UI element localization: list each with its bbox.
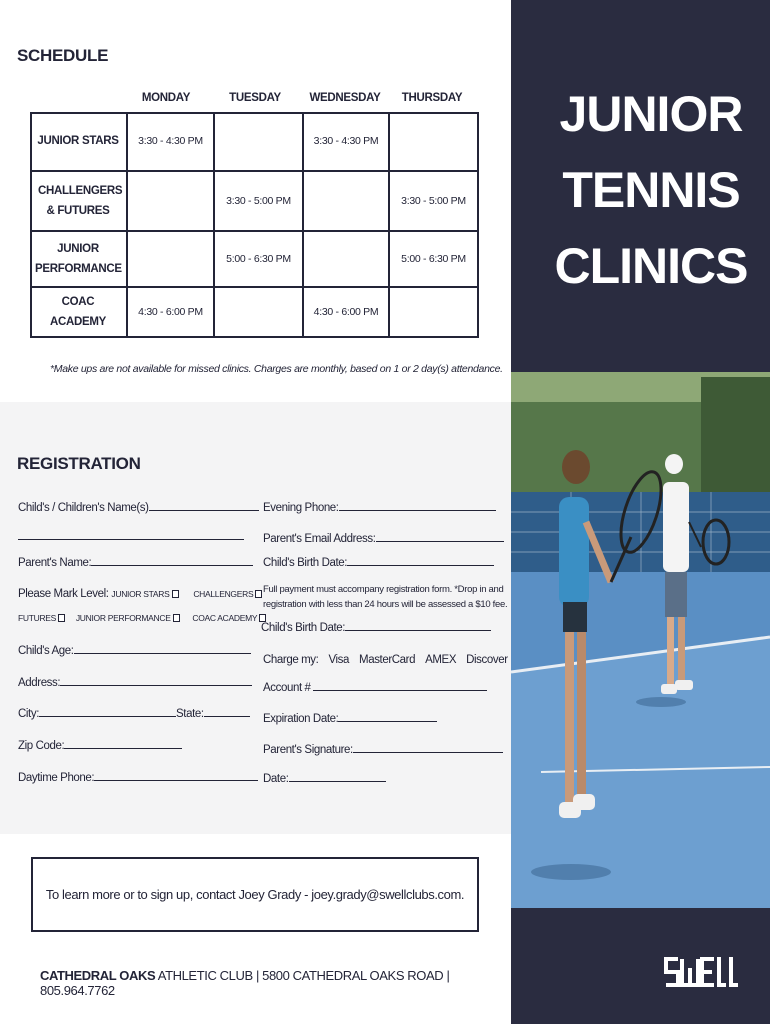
schedule-cell [128, 172, 215, 232]
schedule-cell [304, 172, 390, 232]
hero-title-line: JUNIOR [559, 86, 743, 142]
child-age-field[interactable] [18, 644, 251, 657]
day-header-tuesday: TUESDAY [229, 92, 281, 104]
parent-email-label: Parent's Email Address: [263, 533, 376, 545]
date-label: Date: [263, 773, 289, 785]
club-name-bold: CATHEDRAL OAKS [40, 968, 156, 983]
schedule-cell: 3:30 - 4:30 PM [304, 112, 390, 172]
level-option-label: CHALLENGERS [193, 589, 254, 599]
hero-title [551, 76, 751, 304]
schedule-cell: 5:00 - 6:30 PM [390, 232, 479, 288]
hero-title-line: TENNIS [562, 162, 740, 218]
schedule-section [0, 0, 511, 402]
junior-stars-checkbox[interactable] [172, 590, 179, 598]
day-header-thursday: THURSDAY [401, 92, 463, 104]
club-address: ATHLETIC CLUB | 5800 CATHEDRAL OAKS ROAD | 805.964.7762 [40, 968, 450, 998]
card-option-amex[interactable]: AMEX [425, 654, 457, 666]
address-label: Address: [18, 677, 61, 689]
registration-section [0, 402, 511, 834]
card-option-discover[interactable]: Discover [466, 654, 508, 666]
zip-label: Zip Code: [18, 740, 65, 752]
parent-signature-label: Parent's Signature: [263, 744, 353, 756]
child-birth-date-label: Child's Birth Date: [261, 622, 346, 634]
schedule-cell: 3:30 - 4:30 PM [128, 112, 215, 172]
state-label: State: [176, 708, 204, 720]
level-option-label: JUNIOR PERFORMANCE [75, 613, 171, 623]
schedule-note: *Make ups are not available for missed clinics. Charges are monthly, based on 1 or 2 day(s) attendance. [50, 363, 503, 375]
row-label [30, 172, 128, 232]
registration-title: REGISTRATION [17, 454, 141, 473]
parent-email-field[interactable] [263, 532, 504, 545]
city-state-field[interactable] [18, 707, 250, 720]
footer-address [40, 968, 511, 998]
row-label: JUNIOR STARS [30, 112, 128, 172]
row-label-text: JUNIOR PERFORMANCE [35, 243, 122, 275]
level-select-line2 [18, 612, 266, 624]
card-option-mastercard[interactable]: MasterCard [359, 654, 416, 666]
schedule-cell: 4:30 - 6:00 PM [128, 288, 215, 338]
child-birth-date-field-2[interactable] [261, 621, 491, 634]
level-option-label: COAC ACADEMY [192, 613, 258, 623]
tennis-court-illustration [511, 372, 770, 908]
charge-card-field [263, 654, 508, 666]
schedule-cell [215, 288, 304, 338]
address-field[interactable] [18, 676, 252, 689]
schedule-table [30, 112, 479, 338]
level-select [18, 588, 262, 600]
schedule-cell: 5:00 - 6:30 PM [215, 232, 304, 288]
row-label-text: COAC ACADEMY [49, 296, 107, 328]
schedule-cell [304, 232, 390, 288]
child-birth-date-label: Child's Birth Date: [263, 557, 348, 569]
futures-checkbox[interactable] [58, 614, 65, 622]
schedule-cell [215, 112, 304, 172]
row-label [30, 288, 128, 338]
expiration-label: Expiration Date: [263, 713, 339, 725]
row-label [30, 232, 128, 288]
expiration-date-field[interactable] [263, 712, 437, 725]
child-names-field-line2[interactable] [18, 530, 244, 543]
charge-my-label: Charge my: [263, 654, 319, 666]
schedule-title: SCHEDULE [17, 46, 109, 65]
date-field[interactable] [263, 772, 386, 785]
contact-box [31, 857, 479, 932]
challengers-checkbox[interactable] [255, 590, 262, 598]
schedule-cell: 3:30 - 5:00 PM [390, 172, 479, 232]
child-names-field[interactable] [18, 501, 259, 514]
account-number-field[interactable] [263, 681, 487, 694]
level-option-label: JUNIOR STARS [111, 589, 170, 599]
day-header-wednesday: WEDNESDAY [309, 92, 381, 104]
parent-name-field[interactable] [18, 556, 253, 569]
hero-title-line: CLINICS [554, 238, 748, 294]
zip-field[interactable] [18, 739, 182, 752]
day-header-monday: MONDAY [141, 92, 191, 104]
swell-logo [664, 956, 742, 988]
daytime-phone-label: Daytime Phone: [18, 772, 95, 784]
schedule-cell [390, 112, 479, 172]
card-option-visa[interactable]: Visa [328, 654, 350, 666]
mark-level-label: Please Mark Level: [18, 588, 109, 600]
row-label-text: CHALLENGERS & FUTURES [38, 185, 123, 217]
parent-name-label: Parent's Name: [18, 557, 92, 569]
schedule-cell: 3:30 - 5:00 PM [215, 172, 304, 232]
contact-text: To learn more or to sign up, contact Joey Grady - joey.grady@swellclubs.com. [45, 887, 465, 902]
payment-note-line: registration with less than 24 hours will be assessed a $10 fee. [263, 599, 508, 610]
schedule-cell [128, 232, 215, 288]
payment-note [263, 582, 507, 612]
parent-signature-field[interactable] [263, 743, 503, 756]
payment-note-line: Full payment must accompany registration form. *Drop in and [263, 584, 504, 595]
hero-panel [511, 0, 770, 372]
schedule-cell [390, 288, 479, 338]
evening-phone-label: Evening Phone: [263, 502, 339, 514]
child-birth-date-field[interactable] [263, 556, 494, 569]
account-label: Account # [263, 682, 311, 694]
child-age-label: Child's Age: [18, 645, 74, 657]
schedule-cell: 4:30 - 6:00 PM [304, 288, 390, 338]
child-names-label: Child's / Children's Name(s) [18, 502, 149, 514]
evening-phone-field[interactable] [263, 501, 496, 514]
daytime-phone-field[interactable] [18, 771, 258, 784]
level-option-label: FUTURES [18, 613, 57, 623]
tennis-players-photo [511, 372, 770, 908]
junior-performance-checkbox[interactable] [173, 614, 180, 622]
city-label: City: [18, 708, 40, 720]
